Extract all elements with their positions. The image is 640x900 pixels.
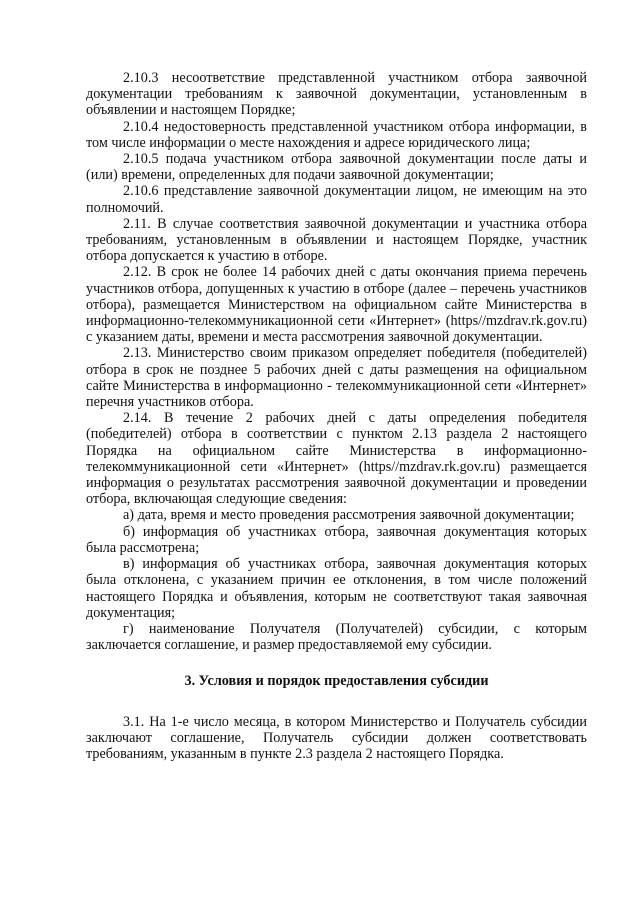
paragraph-3-1: 3.1. На 1-е число месяца, в котором Министерство и Получатель субсидии заключают соглашение, Получатель субсидии должен соответствовать требованиям, указанным в пункте 2.3 раздела 2 настоящего Порядка.: [86, 713, 587, 762]
list-item-v: в) информация об участниках отбора, заявочная документация которых была отклонена, с указанием причин ее отклонения, в том числе положений настоящего Порядка и объявления, которым не соответствуют такая заявочная документация;: [86, 556, 587, 621]
paragraph-2-12: 2.12. В срок не более 14 рабочих дней с даты окончания приема перечень участников отбора, допущенных к участию в отборе (далее – перечень участников отбора), размещается Министерством на официальном сайте Министерства в информационно-телекоммуникационной сети «Интернет» (https//mzdrav.rk.gov.ru) с указанием даты, времени и места рассмотрения заявочной документации.: [86, 264, 587, 346]
list-item-a: а) дата, время и место проведения рассмотрения заявочной документации;: [123, 507, 575, 524]
paragraph-2-10-3: 2.10.3 несоответствие представленной участником отбора заявочной документации требованиям к заявочной документации, установленным в объявлении и настоящем Порядке;: [86, 70, 587, 119]
paragraph-2-10-4: 2.10.4 недостоверность представленной участником отбора информации, в том числе информации о месте нахождения и адресе юридического лица;: [86, 118, 587, 151]
paragraph-2-11: 2.11. В случае соответствия заявочной документации и участника отбора требованиям, установленным в объявлении и настоящем Порядке, участник отбора допускается к участию в отборе.: [86, 215, 587, 265]
list-item-g: г) наименование Получателя (Получателей) субсидии, с которым заключается соглашение, и размер предоставляемой ему субсидии.: [86, 620, 587, 654]
paragraph-2-10-6: 2.10.6 представление заявочной документации лицом, не имеющим на это полномочий.: [86, 183, 587, 216]
paragraph-2-13: 2.13. Министерство своим приказом определяет победителя (победителей) отбора в срок не позднее 5 рабочих дней с даты размещения на официальном сайте Министерства в информационно - телекоммуникационной сети «Интернет» перечня участников отбора.: [86, 345, 587, 411]
list-item-b: б) информация об участниках отбора, заявочная документация которых была рассмотрена;: [86, 523, 587, 556]
section-heading: 3. Условия и порядок предоставления субсидии: [184, 673, 489, 690]
paragraph-2-14: 2.14. В течение 2 рабочих дней с даты определения победителя (победителей) отбора в соответствии с пунктом 2.13 раздела 2 настоящего Порядка на официальном сайте Министерства в информационно-телекоммуникационной сети «Интернет» (https//mzdrav.rk.gov.ru) размещается информация о результатах рассмотрения заявочной документации и проведении отбора, включающая следующие сведения:: [86, 410, 587, 508]
paragraph-2-10-5: 2.10.5 подача участником отбора заявочной документации после даты и (или) времени, определенных для подачи заявочной документации;: [86, 151, 587, 184]
